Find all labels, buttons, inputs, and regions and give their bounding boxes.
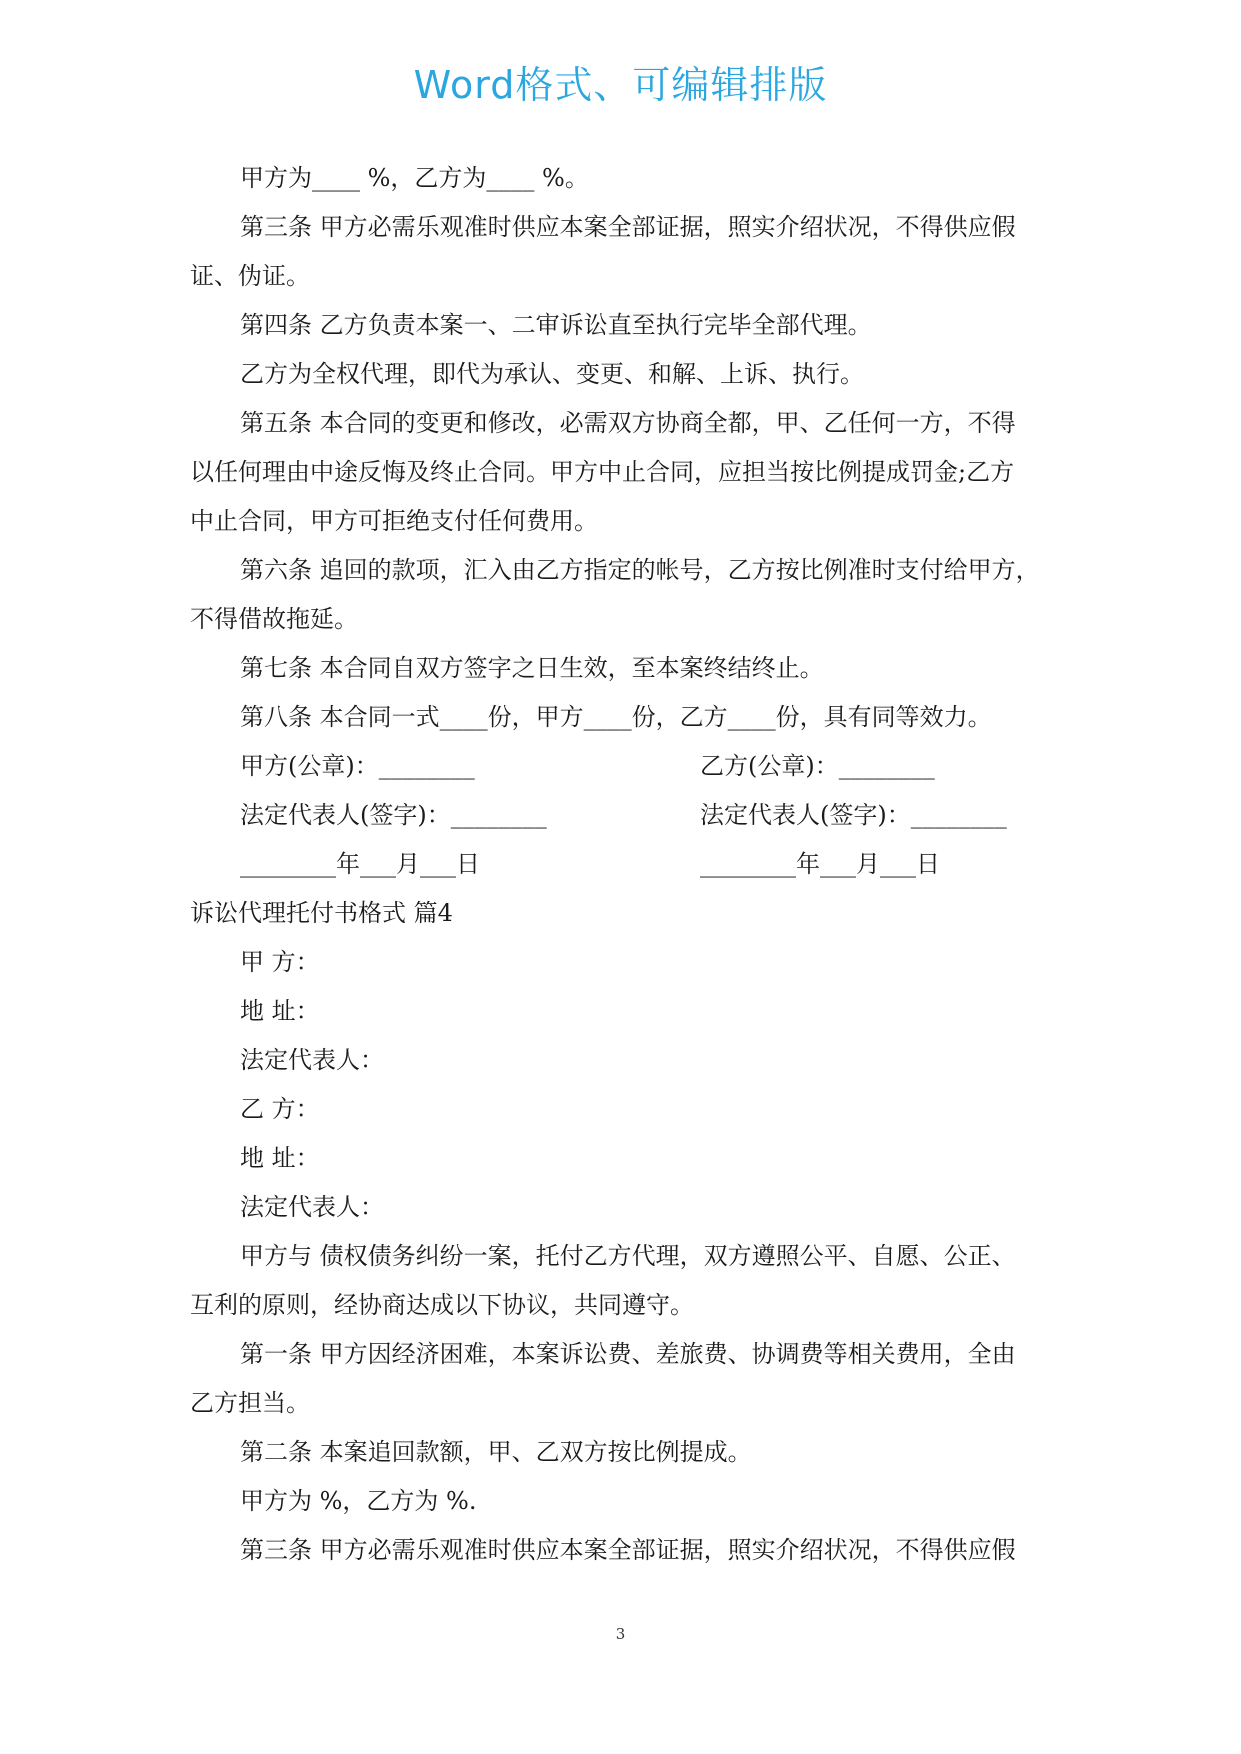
party-b-date: ________年___月___日 bbox=[700, 850, 940, 878]
article-1-line-2: 乙方担当。 bbox=[190, 1389, 310, 1417]
article-3-line-2: 证、伪证。 bbox=[190, 262, 310, 290]
party-b-label: 乙 方： bbox=[240, 1095, 320, 1123]
article-3-repeat-line-1: 第三条 甲方必需乐观准时供应本案全部证据，照实介绍状况，不得供应假 bbox=[240, 1536, 1016, 1564]
intro-line-2: 互利的原则，经协商达成以下协议，共同遵守。 bbox=[190, 1291, 694, 1319]
article-6-line-1: 第六条 追回的款项，汇入由乙方指定的帐号，乙方按比例准时支付给甲方， bbox=[240, 556, 1040, 584]
article-7: 第七条 本合同自双方签字之日生效，至本案终结终止。 bbox=[240, 654, 824, 682]
signature-row-seal bbox=[190, 742, 1062, 791]
article-5-line-1: 第五条 本合同的变更和修改，必需双方协商全都，甲、乙任何一方，不得 bbox=[240, 409, 1016, 437]
party-a-representative-signature: 法定代表人(签字)：________ bbox=[240, 801, 547, 829]
party-a-representative-label: 法定代表人： bbox=[240, 1046, 384, 1074]
party-b-seal: 乙方(公章)：________ bbox=[700, 752, 935, 780]
party-a-seal: 甲方(公章)：________ bbox=[240, 752, 475, 780]
full-authority-paragraph: 乙方为全权代理，即代为承认、变更、和解、上诉、执行。 bbox=[240, 360, 864, 388]
document-body bbox=[190, 154, 1062, 1575]
article-1-line-1: 第一条 甲方因经济困难，本案诉讼费、差旅费、协调费等相关费用，全由 bbox=[240, 1340, 1016, 1368]
party-b-representative-label: 法定代表人： bbox=[240, 1193, 384, 1221]
article-4: 第四条 乙方负责本案一、二审诉讼直至执行完毕全部代理。 bbox=[240, 311, 872, 339]
paragraph-ratio-blank: 甲方为____ %，乙方为____ %。 bbox=[240, 164, 589, 192]
article-5-line-2: 以任何理由中途反悔及终止合同。甲方中止合同，应担当按比例提成罚金;乙方 bbox=[190, 458, 1015, 486]
article-3-line-1: 第三条 甲方必需乐观准时供应本案全部证据，照实介绍状况，不得供应假 bbox=[240, 213, 1016, 241]
party-a-address-label: 地 址： bbox=[240, 997, 320, 1025]
header-title: Word格式、可编辑排版 bbox=[413, 63, 828, 107]
section-title: 诉讼代理托付书格式 篇4 bbox=[190, 899, 453, 927]
page-number: 3 bbox=[615, 1625, 626, 1643]
party-b-address-label: 地 址： bbox=[240, 1144, 320, 1172]
article-8: 第八条 本合同一式____份，甲方____份，乙方____份，具有同等效力。 bbox=[240, 703, 992, 731]
article-6-line-2: 不得借故拖延。 bbox=[190, 605, 358, 633]
party-a-date: ________年___月___日 bbox=[240, 850, 480, 878]
ratio-paragraph: 甲方为 %，乙方为 %. bbox=[240, 1487, 477, 1515]
signature-row-representative bbox=[190, 791, 1062, 840]
party-b-representative-signature: 法定代表人(签字)：________ bbox=[700, 801, 1007, 829]
intro-line-1: 甲方与 债权债务纠纷一案，托付乙方代理，双方遵照公平、自愿、公正、 bbox=[240, 1242, 1016, 1270]
article-2: 第二条 本案追回款额，甲、乙双方按比例提成。 bbox=[240, 1438, 752, 1466]
article-5-line-3: 中止合同，甲方可拒绝支付任何费用。 bbox=[190, 507, 598, 535]
party-a-label: 甲 方： bbox=[240, 948, 320, 976]
signature-row-date bbox=[190, 840, 1062, 889]
